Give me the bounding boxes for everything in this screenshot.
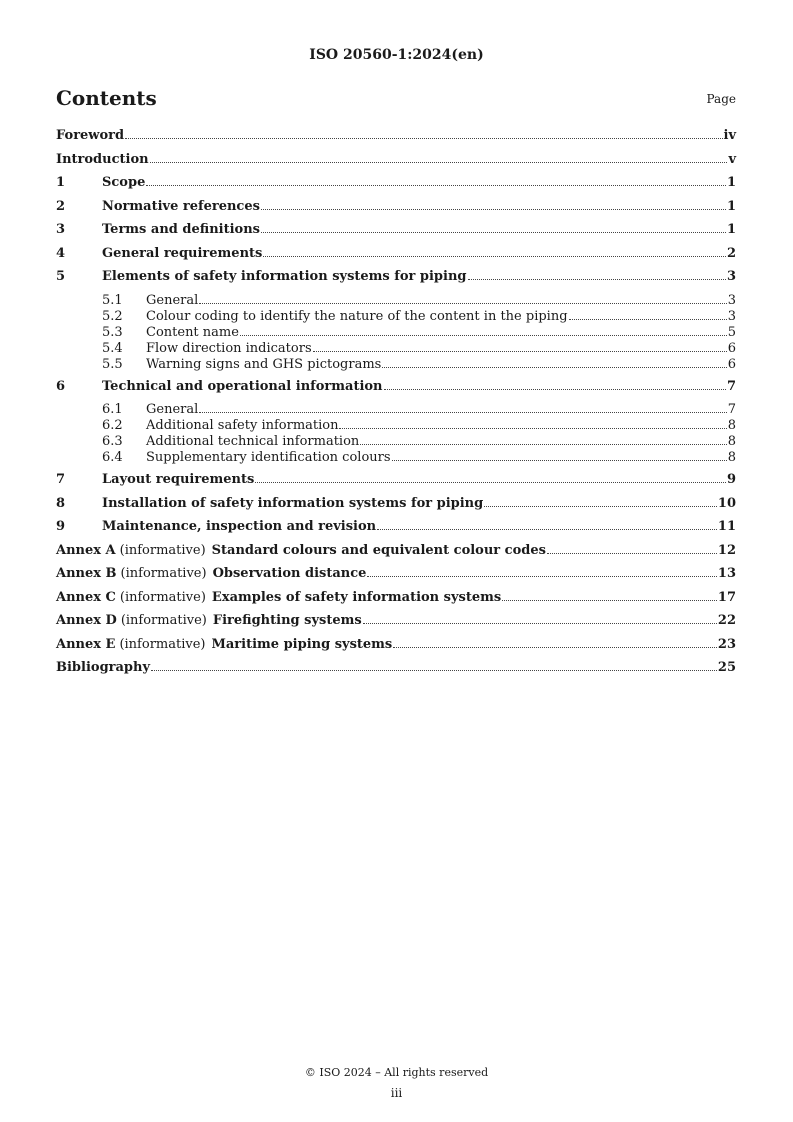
toc-entry-title: Maintenance, inspection and revision — [102, 519, 377, 534]
toc-leader-dots — [393, 647, 717, 648]
toc-subentry-number: 5.1 — [102, 292, 123, 308]
toc-entry[interactable] — [56, 152, 736, 176]
toc-subentry-number: 6.2 — [102, 418, 123, 433]
toc-leader-dots — [569, 319, 727, 320]
toc-annex-entry[interactable] — [56, 637, 736, 661]
toc-entry-title: Normative references — [102, 198, 260, 214]
toc-subentry-number: 5.3 — [102, 324, 123, 340]
toc-entry-title: Foreword — [56, 128, 125, 143]
toc-subentry-number: 5.5 — [102, 356, 123, 372]
toc-entry-page: v — [728, 151, 736, 167]
annex-page: 12 — [717, 542, 736, 558]
toc-subentry[interactable] — [56, 418, 736, 434]
toc-annex-entry[interactable] — [56, 543, 736, 567]
toc-subentry[interactable] — [56, 434, 736, 450]
toc-leader-dots — [255, 482, 726, 483]
annex-kind: (informative) — [119, 636, 206, 652]
annex-page: 23 — [717, 636, 736, 652]
toc-subentry-title: General — [146, 292, 199, 308]
toc-subentry-number: 6.1 — [102, 402, 123, 417]
toc-entry-page: 1 — [726, 198, 736, 214]
toc-leader-dots — [263, 256, 726, 257]
toc-entry[interactable] — [56, 519, 736, 543]
toc-entry-page: 9 — [726, 472, 736, 487]
toc-leader-dots — [199, 412, 726, 413]
toc-subentry-number: 5.4 — [102, 340, 123, 356]
annex-page: 13 — [717, 566, 736, 581]
toc-entry-title: Elements of safety information systems for piping — [102, 269, 467, 284]
toc-leader-dots — [240, 335, 727, 336]
annex-title: Standard colours and equivalent colour codes — [211, 542, 546, 558]
toc-entry[interactable] — [56, 175, 736, 199]
toc-subentry-title: Warning signs and GHS pictograms — [146, 356, 382, 372]
toc-bibliography-entry[interactable] — [56, 660, 736, 684]
annex-label: Annex D — [56, 613, 117, 628]
toc-leader-dots — [339, 428, 726, 429]
toc-entry-title: Scope — [102, 175, 146, 190]
toc-subentry-title: Additional technical information — [146, 434, 360, 449]
toc-leader-dots — [363, 623, 717, 624]
toc-subentry-number: 6.4 — [102, 450, 123, 465]
toc-subentry-title: General — [146, 402, 199, 417]
annex-label: Annex E — [56, 636, 116, 652]
document-id-header: ISO 20560-1:2024(en) — [309, 47, 484, 63]
toc-leader-dots — [547, 553, 717, 554]
toc-leader-dots — [261, 209, 726, 210]
footer-page-number: iii — [390, 1086, 403, 1100]
toc-subentry-title: Flow direction indicators — [146, 340, 312, 356]
toc-subentry-page: 8 — [727, 418, 736, 433]
toc-subentry-page: 8 — [727, 434, 736, 449]
toc-subentry-number: 6.3 — [102, 434, 123, 449]
bibliography-page: 25 — [717, 660, 736, 675]
toc-subentry-title: Additional safety information — [146, 418, 339, 433]
toc-entry[interactable] — [56, 472, 736, 496]
toc-entry-title: General requirements — [102, 245, 263, 261]
annex-label: Annex C — [56, 589, 116, 605]
toc-entry-number: 9 — [56, 519, 66, 534]
toc-entry[interactable] — [56, 128, 736, 152]
toc-entry[interactable] — [56, 496, 736, 520]
toc-subentry[interactable] — [56, 357, 736, 379]
toc-leader-dots — [377, 529, 717, 530]
toc-entry-number: 1 — [56, 175, 66, 190]
toc-leader-dots — [360, 444, 726, 445]
toc-subentry-title: Colour coding to identify the nature of the content in the piping — [146, 308, 568, 324]
annex-title: Firefighting systems — [212, 613, 362, 628]
toc-entry-number: 5 — [56, 269, 66, 284]
toc-subentry[interactable] — [56, 293, 736, 309]
annex-title: Examples of safety information systems — [211, 589, 502, 605]
toc-entry[interactable] — [56, 222, 736, 246]
annex-kind: (informative) — [119, 589, 206, 605]
toc-entry[interactable] — [56, 246, 736, 270]
toc-leader-dots — [468, 279, 726, 280]
annex-page: 17 — [717, 589, 736, 605]
toc-subentry-title: Content name — [146, 324, 239, 340]
toc-leader-dots — [502, 600, 717, 601]
toc-entry-page: 10 — [717, 495, 736, 511]
toc-entry-page: 2 — [726, 245, 736, 261]
toc-leader-dots — [384, 389, 726, 390]
toc-annex-entry[interactable] — [56, 590, 736, 614]
toc-subentry-page: 6 — [727, 356, 736, 372]
toc-entry-page: 1 — [726, 222, 736, 237]
toc-leader-dots — [125, 138, 722, 139]
annex-kind: (informative) — [120, 566, 207, 581]
annex-page: 22 — [717, 613, 736, 628]
toc-leader-dots — [367, 576, 717, 577]
toc-entry-number: 6 — [56, 378, 66, 394]
toc-subentry-page: 3 — [727, 308, 736, 324]
toc-subentry[interactable] — [56, 309, 736, 325]
toc-subentry-title: Supplementary identification colours — [146, 450, 391, 465]
toc-entry-title: Terms and definitions — [102, 222, 260, 237]
toc-entry[interactable] — [56, 379, 736, 403]
toc-entry-page: 3 — [726, 269, 736, 284]
toc-subentry-page: 6 — [727, 340, 736, 356]
toc-leader-dots — [313, 351, 727, 352]
toc-leader-dots — [199, 303, 726, 304]
toc-leader-dots — [484, 506, 717, 507]
contents-title: Contents — [56, 86, 157, 110]
toc-subentry[interactable] — [56, 402, 736, 418]
bibliography-title: Bibliography — [56, 660, 151, 675]
toc-subentry[interactable] — [56, 341, 736, 357]
toc-leader-dots — [146, 185, 726, 186]
toc-subentry[interactable] — [56, 325, 736, 341]
annex-title: Observation distance — [212, 566, 367, 581]
toc-leader-dots — [382, 367, 726, 368]
toc-entry-number: 4 — [56, 245, 66, 261]
toc-entry-title: Introduction — [56, 151, 149, 167]
toc-entry-number: 2 — [56, 198, 66, 214]
toc-leader-dots — [151, 670, 717, 671]
toc-subentry[interactable] — [56, 450, 736, 472]
annex-label: Annex B — [56, 566, 117, 581]
toc-entry-number: 8 — [56, 495, 66, 511]
annex-label: Annex A — [56, 542, 116, 558]
annex-title: Maritime piping systems — [211, 636, 393, 652]
toc-leader-dots — [392, 460, 727, 461]
toc-entry-title: Layout requirements — [102, 472, 255, 487]
toc-entry-page: iv — [723, 128, 736, 143]
toc-subentry-page: 5 — [727, 324, 736, 340]
toc-entry-number: 7 — [56, 472, 66, 487]
toc-entry-page: 7 — [726, 378, 736, 394]
toc-entry[interactable] — [56, 199, 736, 223]
toc-entry-title: Technical and operational information — [102, 378, 383, 394]
toc-leader-dots — [261, 232, 726, 233]
annex-kind: (informative) — [119, 542, 206, 558]
toc-subentry-number: 5.2 — [102, 308, 123, 324]
page-column-label: Page — [706, 92, 736, 106]
annex-kind: (informative) — [120, 613, 207, 628]
toc-leader-dots — [150, 162, 728, 163]
toc-subentry-page: 8 — [727, 450, 736, 465]
toc-entry-number: 3 — [56, 222, 66, 237]
toc-entry-title: Installation of safety information systems for piping — [102, 495, 484, 511]
toc-entry-page: 1 — [726, 175, 736, 190]
toc-entry[interactable] — [56, 269, 736, 293]
toc-annex-entry[interactable] — [56, 566, 736, 590]
toc-annex-entry[interactable] — [56, 613, 736, 637]
table-of-contents — [56, 128, 736, 684]
toc-subentry-page: 3 — [727, 292, 736, 308]
toc-entry-page: 11 — [717, 519, 736, 534]
footer-copyright: © ISO 2024 – All rights reserved — [304, 1066, 489, 1079]
toc-subentry-page: 7 — [727, 402, 736, 417]
